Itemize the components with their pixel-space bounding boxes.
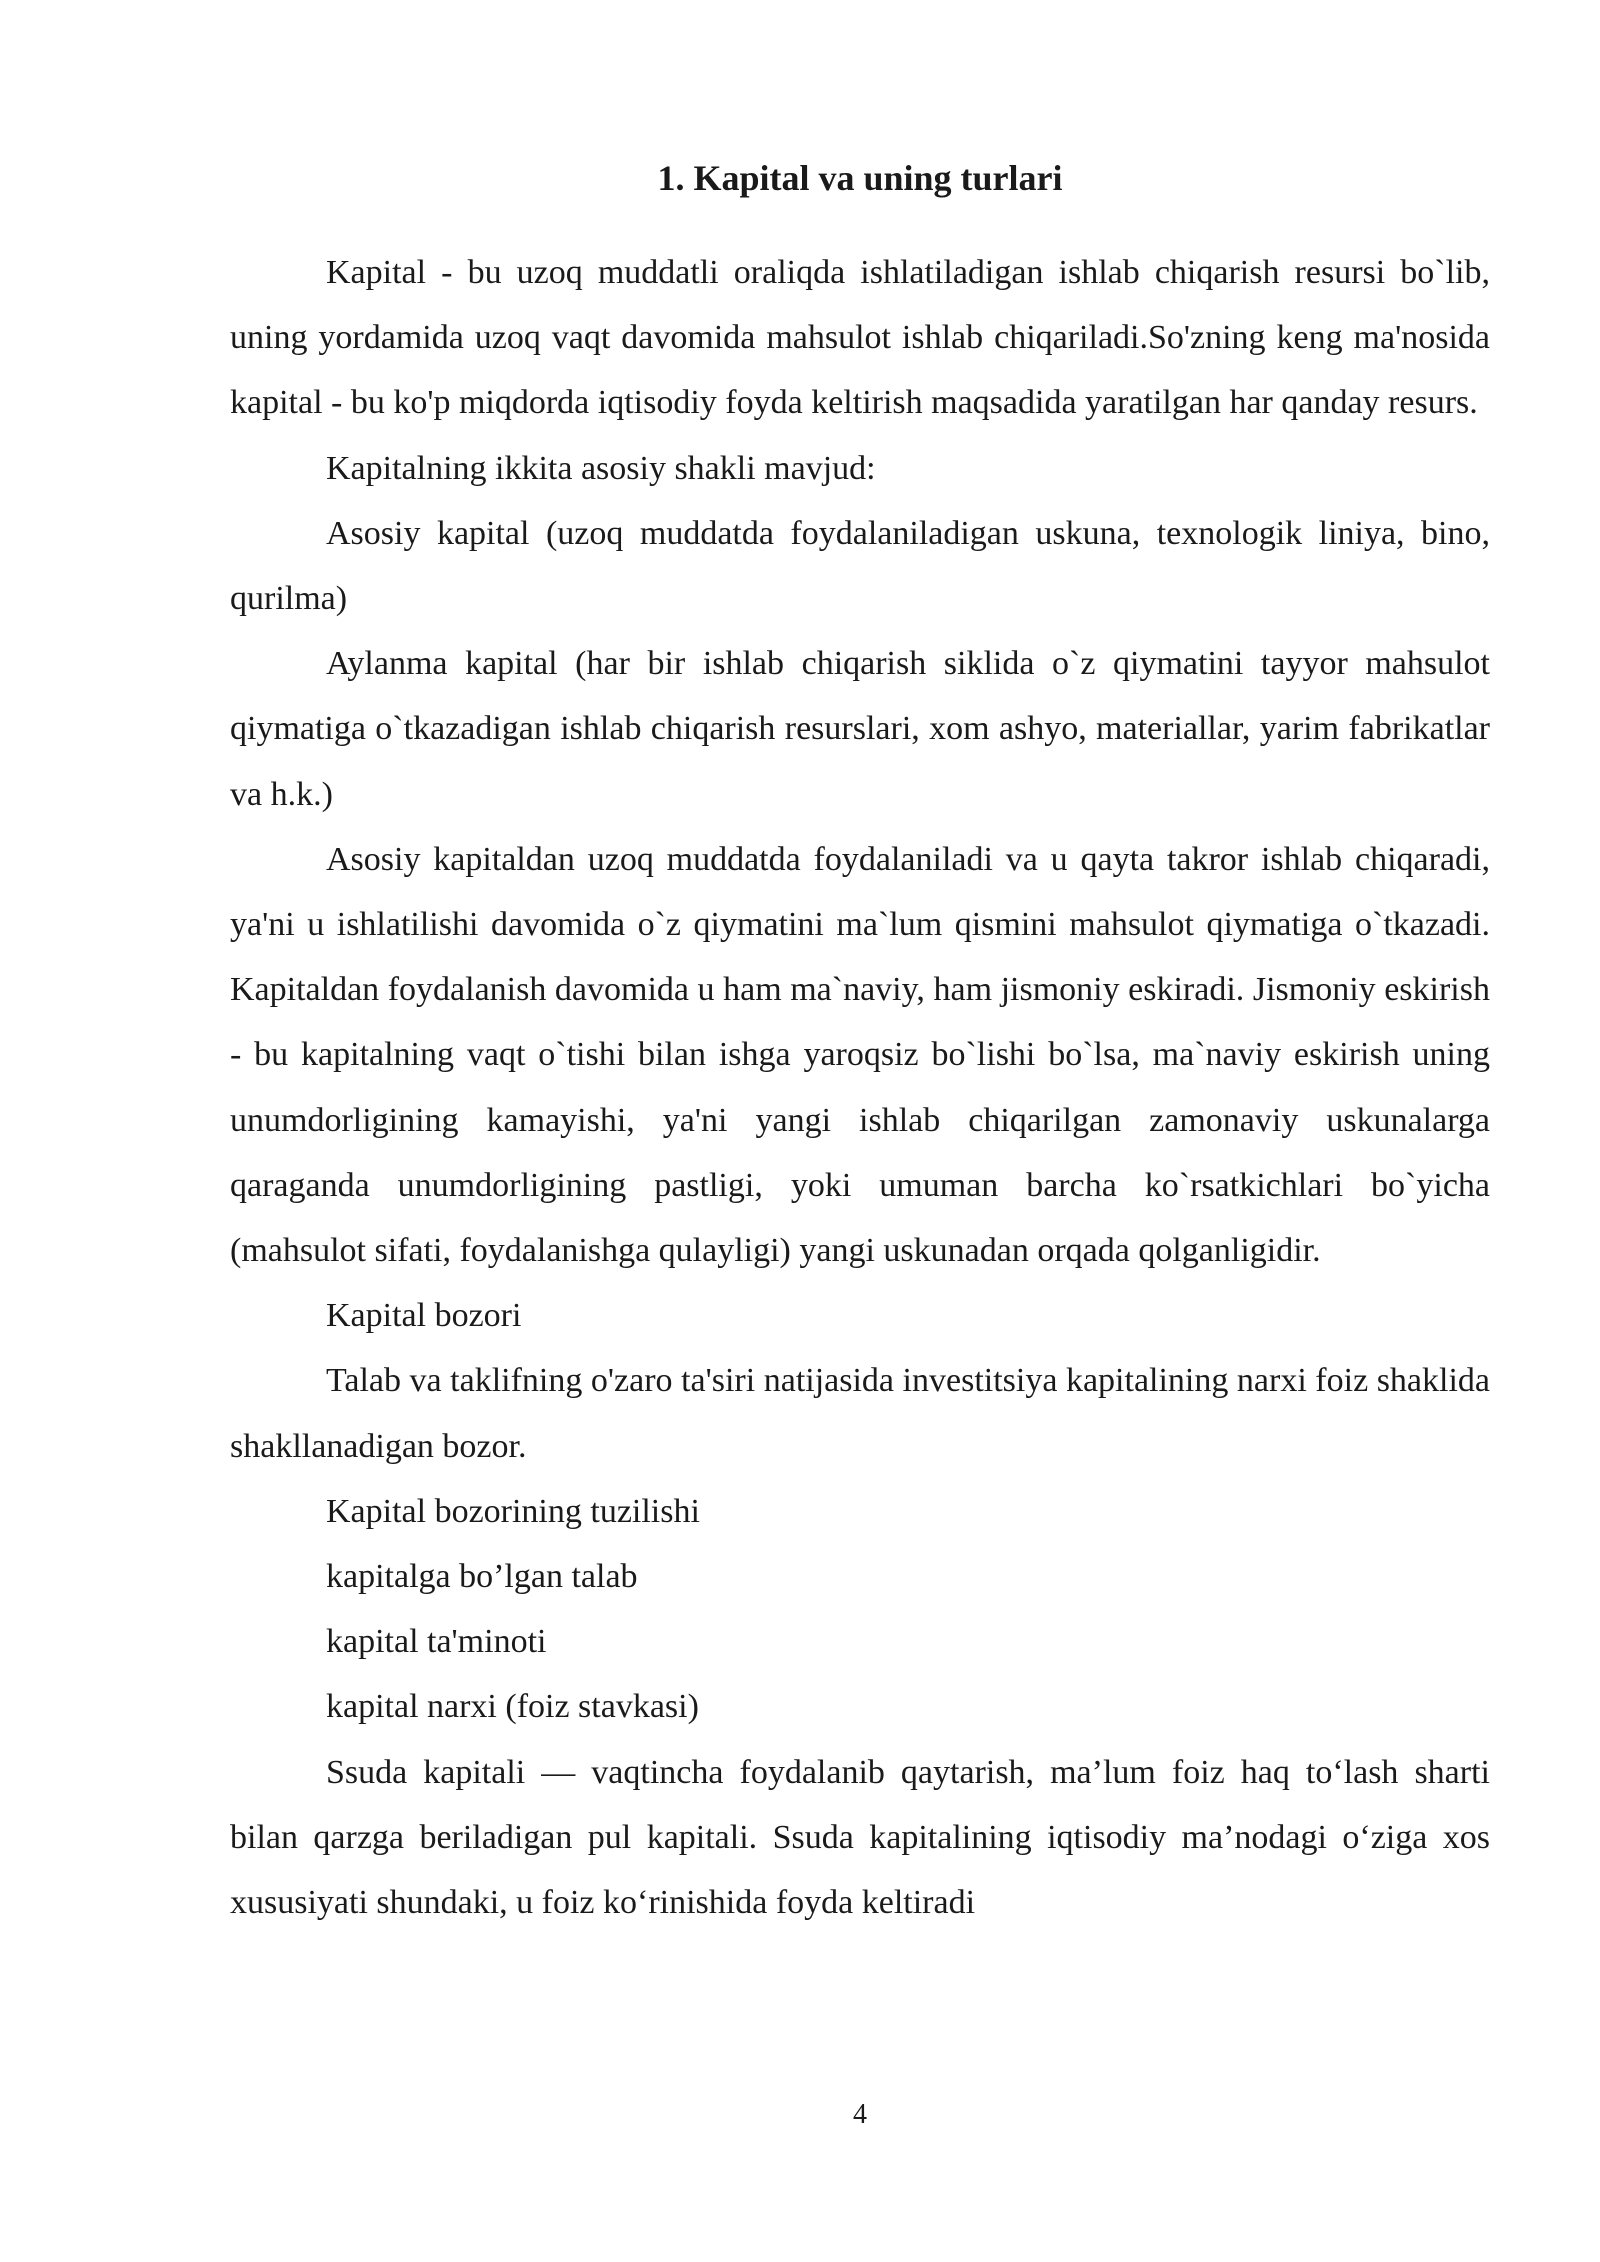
paragraph-two-forms: Kapitalning ikkita asosiy shakli mavjud:: [326, 449, 876, 487]
list-item-price: kapital narxi (foiz stavkasi): [326, 1688, 699, 1726]
body-text: [230, 240, 1490, 1935]
list-item-supply: kapital ta'minoti: [326, 1623, 547, 1661]
paragraph-market-structure-heading: Kapital bozorining tuzilishi: [326, 1492, 700, 1530]
page-number: 4: [853, 2099, 867, 2130]
paragraph-capital-market-definition: Talab va taklifning o'zaro ta'siri natijasida investitsiya kapitalining narxi foiz shaklida shakllanadigan bozor.: [230, 1362, 1490, 1465]
paragraph-depreciation: Asosiy kapitaldan uzoq muddatda foydalaniladi va u qayta takror ishlab chiqaradi, ya'ni u ishlatilishi davomida o`z qiymatini ma`lum qismini mahsulot qiymatiga o`tkazadi. Kapitaldan foydalanish davomida u ham ma`naviy, ham jismoniy eskiradi. Jismoniy eskirish - bu kapitalning vaqt o`tishi bilan ishga yaroqsiz bo`lishi bo`lsa, ma`naviy eskirish uning unumdorligining kamayishi, ya'ni yangi ishlab chiqarilgan zamonaviy uskunalarga qaraganda unumdorligining pastligi, yoki umuman barcha ko`rsatkichlari bo`yicha (mahsulot sifati, foydalanishga qulayligi) yangi uskunadan orqada qolganligidir.: [230, 840, 1490, 1270]
paragraph-capital-market-heading: Kapital bozori: [326, 1297, 522, 1335]
paragraph-working-capital: Aylanma kapital (har bir ishlab chiqarish siklida o`z qiymatini tayyor mahsulot qiymatiga o`tkazadigan ishlab chiqarish resurslari, xom ashyo, materiallar, yarim fabrikatlar va h.k.): [230, 645, 1490, 813]
paragraph-fixed-capital: Asosiy kapital (uzoq muddatda foydalaniladigan uskuna, texnologik liniya, bino, qurilma): [230, 514, 1490, 618]
paragraph-capital-definition: Kapital - bu uzoq muddatli oraliqda ishlatiladigan ishlab chiqarish resursi bo`lib, uning yordamida uzoq vaqt davomida mahsulot ishlab chiqariladi.So'zning keng ma'nosida kapital - bu ko'p miqdorda iqtisodiy foyda keltirish maqsadida yaratilgan har qanday resurs.: [230, 254, 1490, 422]
paragraph-loan-capital: Ssuda kapitali — vaqtincha foydalanib qaytarish, ma’lum foiz haq to‘lash sharti bilan qarzga beriladigan pul kapitali. Ssuda kapitalining iqtisodiy ma’nodagi o‘ziga xos xususiyati shundaki, u foiz ko‘rinishida foyda keltiradi: [230, 1753, 1490, 1922]
section-title: 1. Kapital va uning turlari: [657, 158, 1063, 198]
list-item-demand: kapitalga bo’lgan talab: [326, 1558, 638, 1596]
